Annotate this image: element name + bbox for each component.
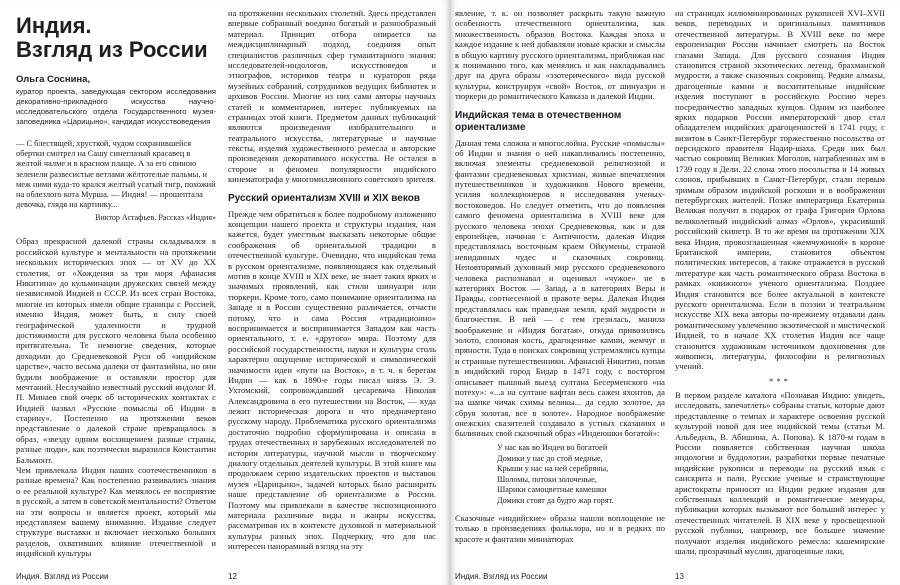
- body-paragraph: явление, т. к. он позволяет раскрыть такую важную особенность отечественного ориентализма, как множественность образов Востока. Каждая эпоха и каждое издание к ней добавляли новые краски и смыслы в общую картину русского ориентализма, приближая нас к пониманию того, как менялись и как накладывались друг на друга образы «эзотерического» вида русской культуры, конструируя «свой» Восток, от шинуазри и тюркери до романтического Кавказа и далекой Индии.: [455, 8, 665, 102]
- body-paragraph: Прежде чем обратиться к более подробному изложению концепции нашего проекта и структуры издания, нам кажется, будет уместным высказать некоторые общие соображения об ориентальной традиции в отечественной культуре. Очевидно, что индийская тема в русском ориентализме, появляющаяся как отдельный мотив в конце XVIII и XIX веке, не знает таких ярких и значимых проявлений, как стили шинуазри или тюркери. Кроме того, само понимание ориентализма на Западе и в России существенно различается, отчасти потому, что и сама Россия «традиционно» воспринимается и воспринимается Западом как часть ориентального, т. е. «другого» мира. Поэтому для российской государственности, науки и культуры столь характерно ощущение исторической и символической значимости идеи «пути на Восток», в т. ч. к берегам Индии — как в 1890-е годы писал князь Э. Э. Ухтомский, сопровождавший цесаревича Николая Александровича в его путешествии на Восток, — куда лежит историческая дорога и что предначертано русскому народу. Проблематика русского ориентализма достаточно подробно сформулирована и описана в трудах отечественных и зарубежных исследователей по истории литературы, научной мысли и творческому диалогу отдельных деятелей культуры. В этой книге мы продолжаем серию издательских проектов и выставок музея «Царицыно», задачей которых было расширить наше представление об ориентализме в России. Поэтому мы привлекали в качестве экспозиционного материала различные виды и жанры искусства, рассматривая их в контексте духовной и материальной культуры разных эпох. Подчеркну, что для нас интересен панорамный взгляд на эту: [228, 208, 436, 552]
- body-paragraph: на протяжении нескольких столетий. Здесь представлен впервые собранный воедино богатый и разнообразный материал. Принцип отбора опирается на междисциплинарный подход, соединяя опыт специалистов различных сфер гуманитарного знания: исследователей-индологов, искусствоведов и этнографов, историков театра и кураторов ряда музейных собраний, сотрудников ведущих библиотек и архивов России. Многие из них сами авторы научных статей и комментариев, интерес публикуемых на страницах этой книги. Предметом данных публикаций являются произведения изобразительного и театрального искусства, литературные и научные тексты, изделия художественного ремесла и авторские произведения декоративного искусства. Не остался в стороне и феномен популярности индийского кинематографа у многомиллионного советского зрителя.: [228, 8, 436, 185]
- body-paragraph: Данная тема сложна и многослойна. Русские «помыслы» об Индии и знания о ней накапливались постепенно, включая элементы средневековой религиозной и фантазии средневековых христиан, живые впечатления путешественников и художников Нового времени, усилия коллекционеров и исследования ученых-востоковедов. Но следует отметить, что до появления самого феномена ориентализма в XVIII веке для русского человека эпохи Средневековья, как и для европейцев, начиная с Античности, далекая Индия представлялась восточным краем Ойкумены, страной невиданных чудес и сказочных сокровищ. Неповторимый духовный мир русского средневекового человека распознавал и оценивал «чужое» не в категориях Восток — Запад, а в категориях Веры и Правды, соотнесенной в правоте веры. Далекая Индия представлялась как праведная земля, край мудрости и благочестия. В ней — с тем грезилась, манила воображение и «Индия богатая», откуда привозились золото, слоновая кость, драгоценные камни, жемчуг и пряности. Туда в поисках сокровищ устремлялись купцы и странные путешественники. Афанасий Никитин, попав в индийский город Бидар в 1471 году, с восторгом описывает пышный выезд султана Бесерменского «на потеху»: «...а на султане кафтан весь сажен яхонтов, да на шапке чичак схимы великы... да седло золотое, да сбруя золотая, все в золоте». Народное воображение онежских сказителей создавало в устных сказаниях и былинных свой сказочный образ «Индеюшки богатой»:: [455, 137, 665, 439]
- section-heading: Индийская тема в отечественном ориентализме: [455, 109, 622, 133]
- body-paragraph: на страницах иллюминированных рукописей XVI–XVII веков, переводных и оригинальных памятников отечественной литературы. В XVIII веке по мере европеизации России начинает смотреть на Восток глазами Запада. Для русского сознания Индия становится страной экзотических легенд, брахманской мудрости, а также сказочных сокровищ. Редкие алмазы, драгоценные камни и восхитительные индийские изделия поступают в российскую Россию через посредничество западных купцов. Одним из наиболее ярких подарков России императорский двор стал обладателем индийских драгоценностей в 1741 году, с визитом в Санкт-Петербург торжественно посольства от персидского правителя Надир-шаха. Среди них был частью сокровищ Великих Моголов, награбленных им в 1739 году в Дели. 22 слона этого посольства и 14 живых слонов, прибывших в Санкт-Петербург, стали первым зримым образом индийской роскоши и в воображении петербургских жителей. Позже императрица Екатерина Великая получит в подарок от графа Григория Орлова великолепный индийский алмаз «Орлов», украсивший российский скипетр. В то же время на протяжении XIX века Индия, провозглашенная «жемчужиной» в короне Британской империи, становится объектом политических интересов, а также отражается в русской литературе как часть романтического образа Востока в рамках «книжного» ученого ориентализма. Позднее Индия становится все более актуальной в контексте русского ориентализма. Если в поэзии и театральном искусстве XIX века авторы по-прежнему отдавали дань романтическому увлечению экзотической и мистической Индией, то в начале XX столетия Индия все чаще становится художникам источником вдохновения для живописи, литературы, философии и религиозных учений.: [675, 8, 885, 372]
- article-title-line-1: Индия.: [16, 13, 92, 38]
- section-heading: Русский ориентализм XVIII и XIX веков: [228, 192, 420, 204]
- article-title-line-2: Взгляд из России: [16, 37, 208, 62]
- right-column-1: [455, 8, 665, 544]
- author-name: Ольга Соснина,: [16, 74, 91, 85]
- page-number: 12: [228, 572, 237, 581]
- body-paragraph: Образ прекрасной далекой страны складывался в российской культуре и ментальности на протяжении нескольких исторических эпох — от XV до XX столетия, от «Хождения за три моря Афанасия Никитина» до кульминации дружеских связей между независимой Индией и СССР. Из всех стран Востока, многие из которых имели общие границы с Россией, именно Индия, может быть, в силу своей географической удаленности и трудной достижимости для русского человека была особенно притягательна. Те немногие сведения, которые доходили до Средневековой Руси об «индийском царстве», часто весьма далеки от фантазийны, но они будили воображение и оставляли простор для мечтаний. Неслучайно известный русский индолог И. П. Минаев свой очерк об исторических контактах с Индией назвал «Русские помыслы об Индии в старину». Постепенно на протяжении веков представление о далекой стране превращалось в образ, «звезду одним восхищением разные страны, разные люди», как поэтически выразился Константин Бальмонт.: [16, 236, 216, 465]
- body-paragraph: Чем привлекала Индия наших соотечественников в разные времена? Как постепенно развивались знания о ее реальной культуре? Как менялось ее восприятие в русской, а затем в советской ментальности? Ответом на эти вопросы и является проект, который мы представляем вашему вниманию. Издание следует структуре выставки и включает несколько больших разделов, охвативших влияние отечественной и индийской культуры: [16, 465, 216, 559]
- right-page: [451, 0, 900, 585]
- footer-title: Индия. Взгляд из России: [455, 572, 548, 581]
- author-affiliation: куратор проекта, заведующая сектором исследования декоративно-прикладного искусства научно-исследовательского отдела Государственного музея-заповедника «Царицыно», кандидат искусствоведения: [16, 87, 216, 127]
- epigraph-source: Виктор Астафьев. Рассказ «Индия»: [95, 212, 216, 222]
- section-separator: ***: [769, 375, 791, 386]
- left-column-1: [16, 8, 216, 559]
- article-title: [16, 14, 216, 62]
- body-paragraph: Сказочные «индийские» образы нашли воплощение не только в произведениях фольклора, но и в редких по красоте и фантазии миниатюрах: [455, 512, 665, 544]
- page-number: 13: [675, 572, 684, 581]
- folk-poem: У нас как во Индеи во богатоей Домики у нас до стой медные, Крыши у нас на ней серебряны, Шоломы, потоки золоченые, Шарики самоцветные камешки Домики стоят да будто жар горят.: [497, 442, 614, 506]
- footer-title: Индия. Взгляд из России: [16, 572, 109, 581]
- epigraph-text: — С блестящей, хрусткой, чудом сохранившейся обертки смотрел на Сашу синеглазый красавец в желтой чалме и в красном плаще. А за его спиною зеленели развесистые ветлами жёлтотелые пальмы, и меж ними куда-то крался желтый усатый тигр, похожий на облезлого кота Мурша. — Индия! — прошептала девочка, глядя на картинку...: [16, 138, 216, 210]
- right-column-2: [675, 8, 885, 556]
- body-paragraph: В первом разделе каталога «Познавая Индию: увидеть, исследовать, запечатлеть» собраны статьи, которые дают представление о темпах и характере освоения русской культурой новой для нее индийской темы (статьи М. Альбедиль, В. Абишина, А. Попова). К 1870-м годам в России появляется собственная научная школа индологии и буддологии, разработки первые печатные индийские рукописи и переводы на русский язык с санскрита и пали. Русские ученые и странствующие аристократы приносят из Индии редкие издания для собственных коллекций и романтические мемуары, публикации которых вызывают все больший интерес у отечественных читателей. В XIX веке у просвещенной русской публики, например, все большее значение получают изделия индийского ремесла: кашемирские шали, прозрачный муслин, драгоценные лаки,: [675, 390, 885, 556]
- epigraph: [16, 139, 216, 223]
- left-column-2: [228, 8, 436, 552]
- left-page: [0, 0, 449, 585]
